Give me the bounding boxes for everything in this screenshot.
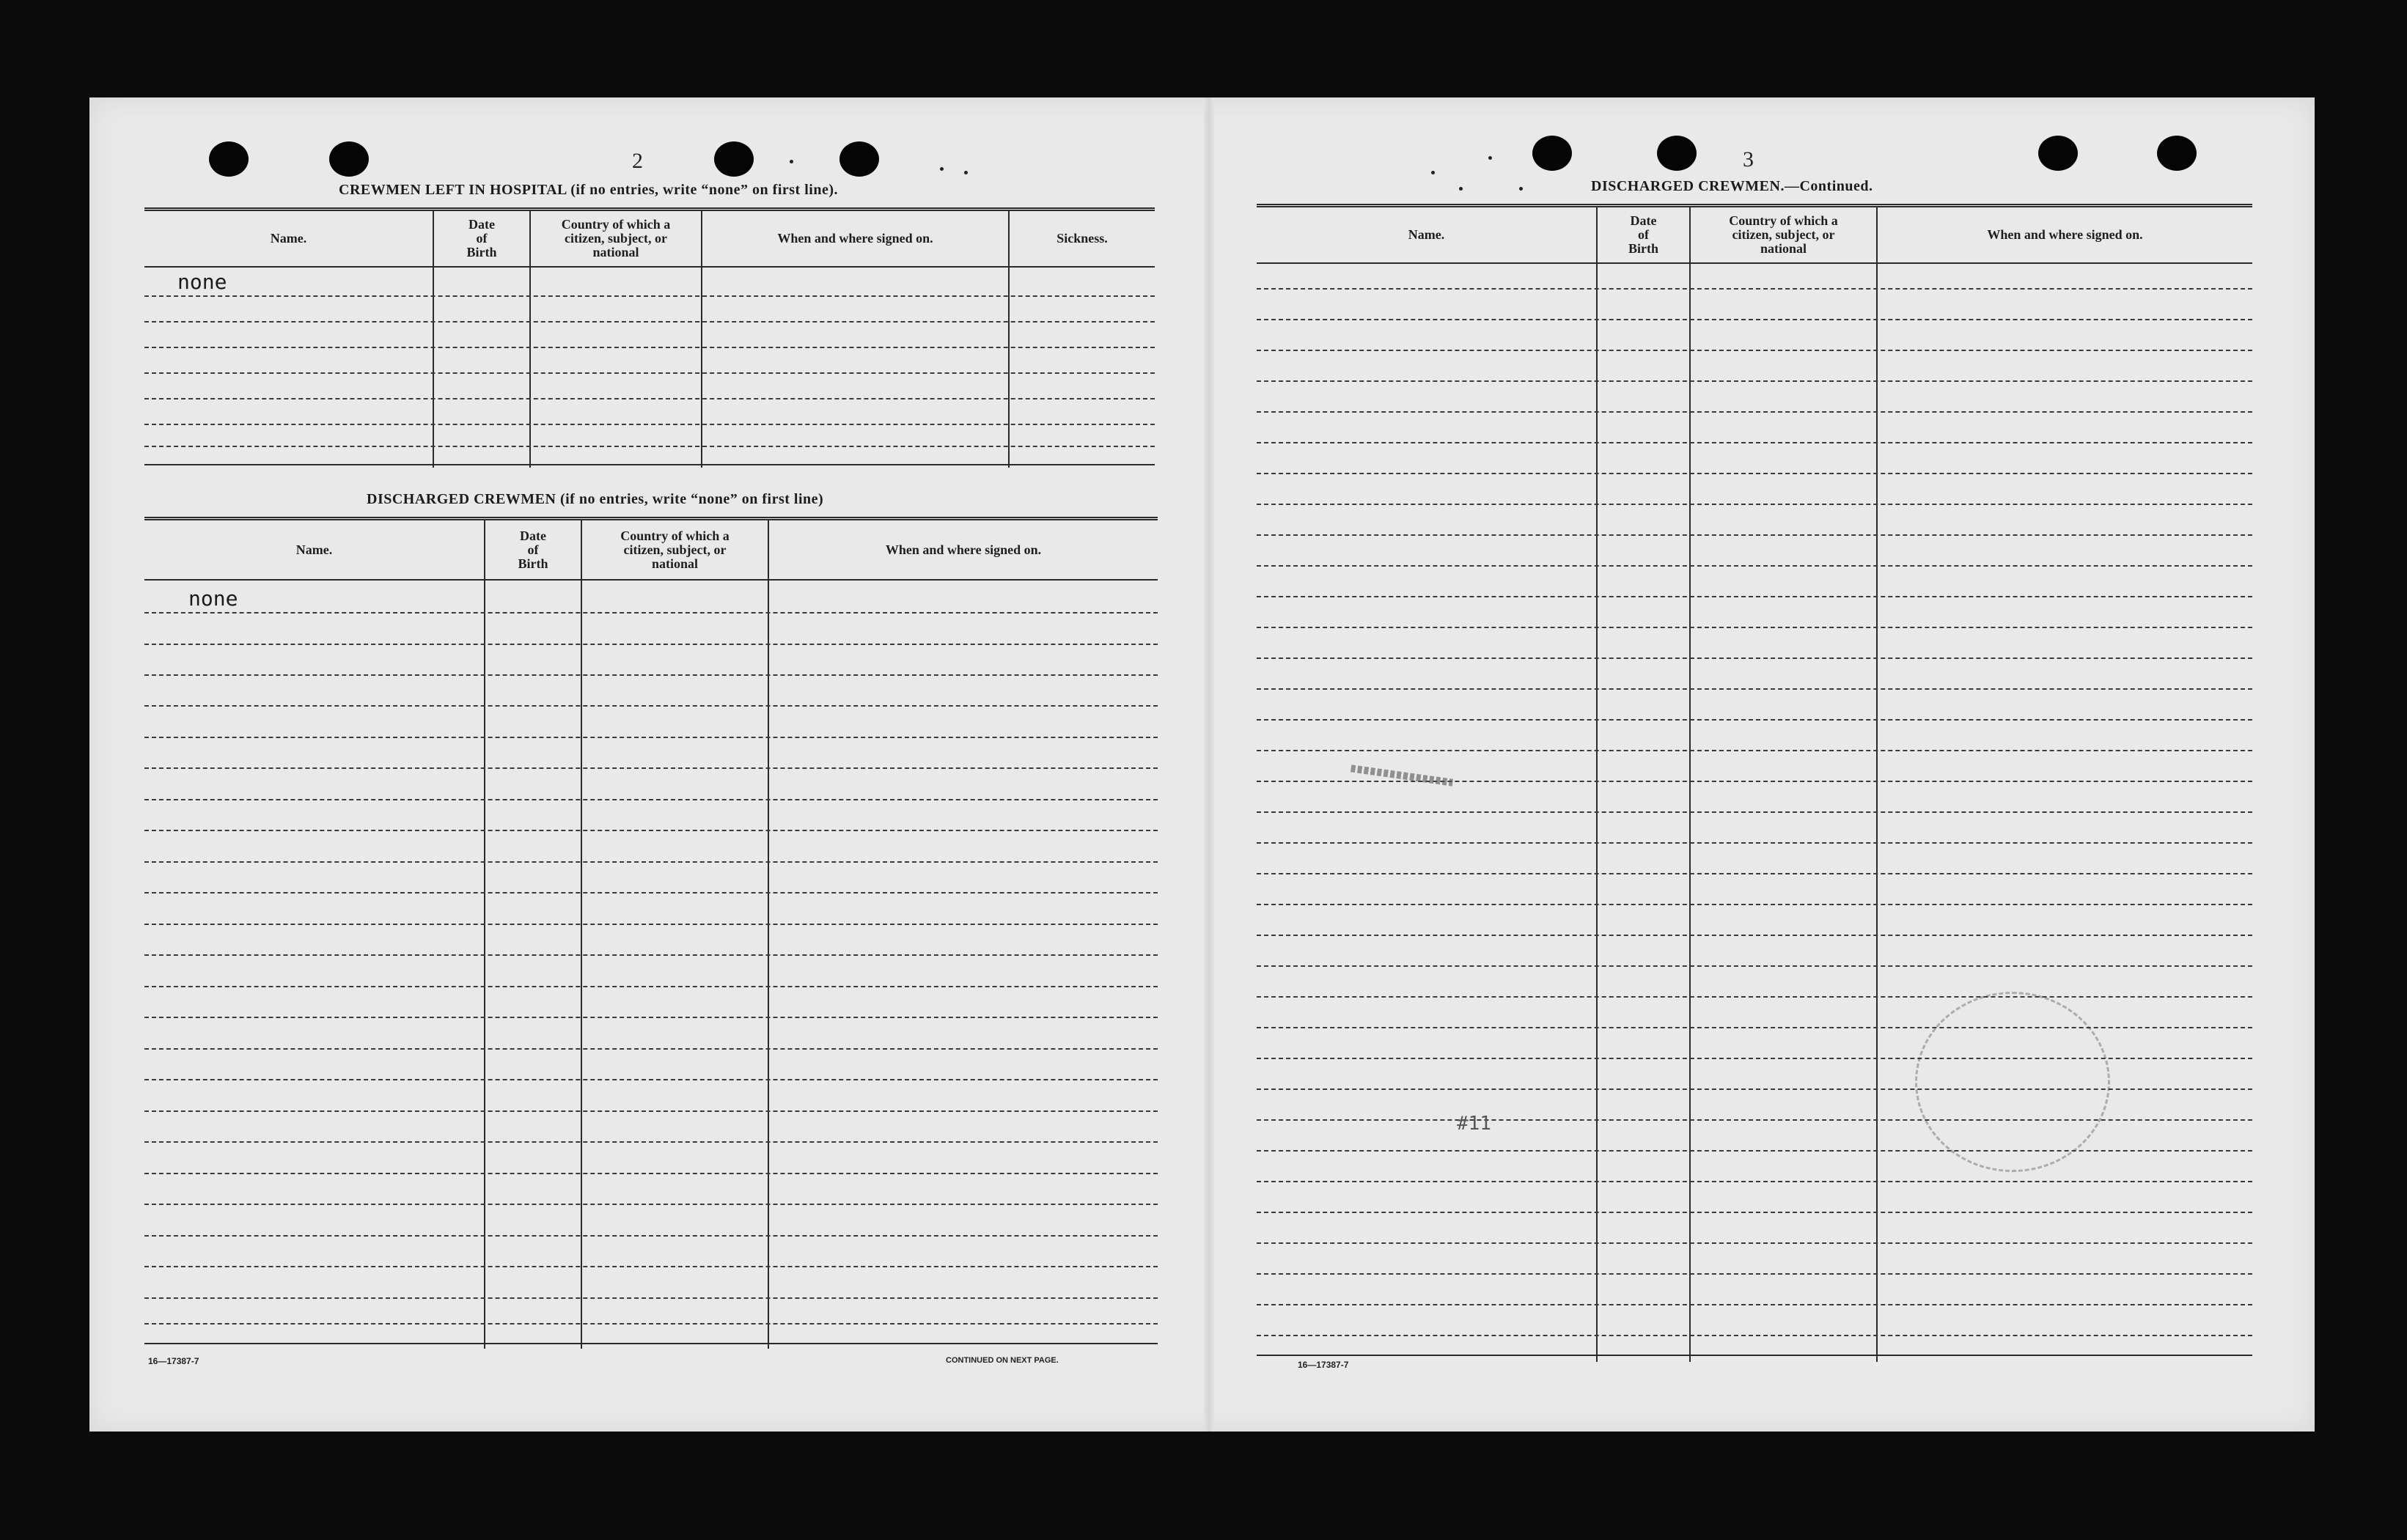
col-header-dob: Date of Birth: [1628, 213, 1658, 256]
page-number-left: 2: [632, 149, 643, 173]
discharged-table-right: [1257, 204, 2252, 1362]
handwritten-mark: #11: [1457, 1113, 1491, 1135]
hospital-table: [144, 207, 1155, 468]
col-header-sickness: Sickness.: [1056, 231, 1108, 246]
discharged-entry-name: none: [188, 586, 238, 611]
punch-hole: [209, 141, 249, 177]
punch-hole: [1532, 136, 1572, 171]
col-header-country: Country of which a citizen, subject, or national: [561, 217, 671, 259]
form-number-left: 16—17387-7: [148, 1356, 199, 1366]
punch-hole: [714, 141, 754, 177]
col-header-signed-on: When and where signed on.: [777, 231, 933, 246]
punch-hole: [2157, 136, 2197, 171]
document-sheet: [89, 97, 2315, 1432]
col-header-signed-on: When and where signed on.: [1987, 227, 2143, 242]
discharged-section-title: DISCHARGED CREWMEN (if no entries, write “none” on first line): [367, 491, 824, 507]
punch-hole: [1657, 136, 1697, 171]
col-header-signed-on: When and where signed on.: [885, 542, 1042, 557]
punch-hole: [839, 141, 879, 177]
col-header-name: Name.: [270, 231, 307, 246]
punch-hole: [329, 141, 369, 177]
col-header-dob: Date of Birth: [466, 217, 497, 259]
col-header-country: Country of which a citizen, subject, or national: [620, 528, 730, 571]
col-header-name: Name.: [1408, 227, 1445, 242]
form-number-right: 16—17387-7: [1298, 1360, 1349, 1370]
page-fold: [1204, 97, 1214, 1432]
hospital-section-title: CREWMEN LEFT IN HOSPITAL (if no entries, write “none” on first line).: [339, 182, 838, 198]
faint-circular-stamp: [1915, 992, 2110, 1172]
col-header-name: Name.: [295, 542, 333, 557]
page-number-right: 3: [1743, 147, 1754, 172]
col-header-country: Country of which a citizen, subject, or national: [1729, 213, 1838, 256]
col-header-dob: Date of Birth: [518, 528, 548, 571]
continued-note: CONTINUED ON NEXT PAGE.: [946, 1356, 1059, 1365]
discharged-continued-title: DISCHARGED CREWMEN.—Continued.: [1591, 178, 1873, 194]
hospital-entry-name: none: [177, 270, 227, 294]
punch-hole: [2038, 136, 2078, 171]
discharged-table-left: [144, 517, 1158, 1349]
